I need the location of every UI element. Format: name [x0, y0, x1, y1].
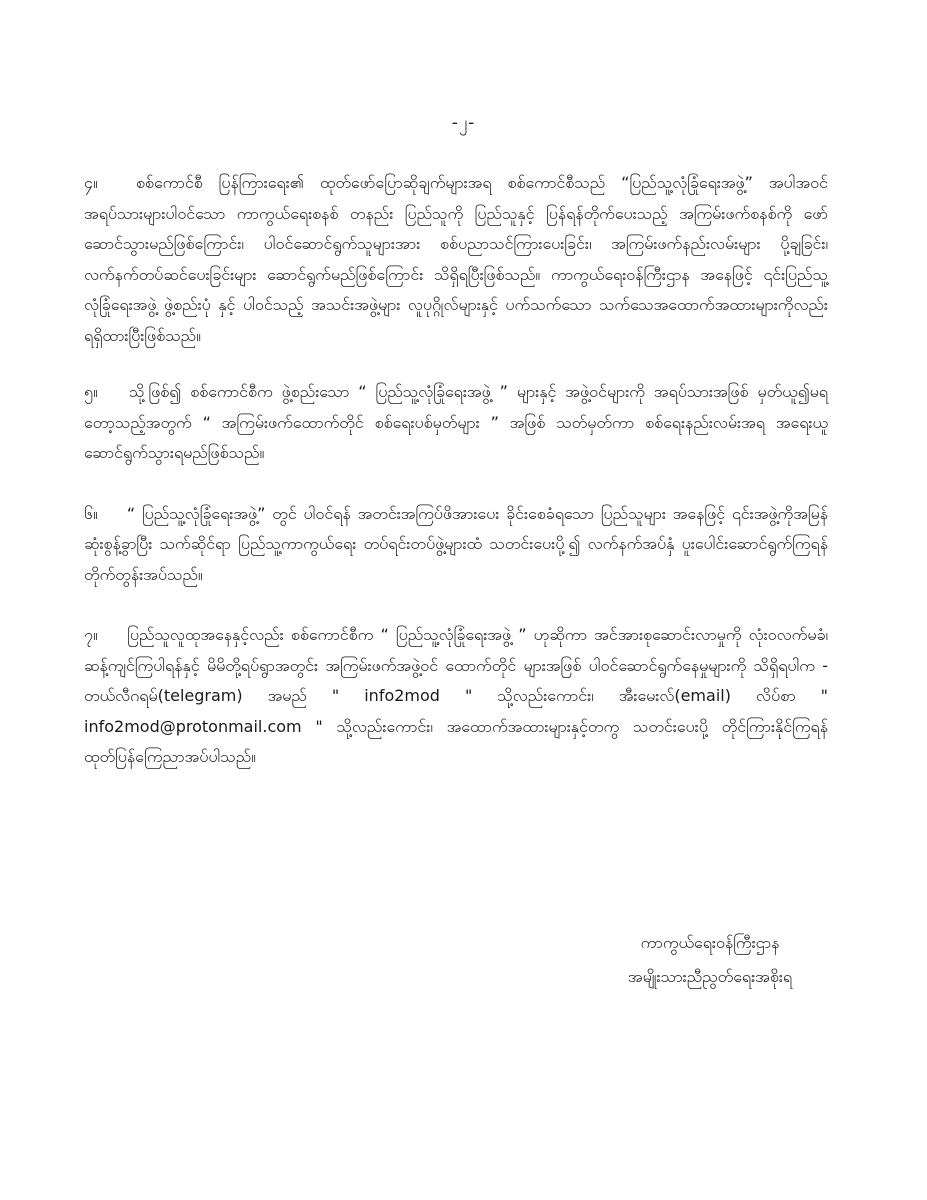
- paragraph-text: စစ်ကောင်စီ ပြန်ကြားရေး၏ ထုတ်ဖော်ပြောဆိုချက်များအရ စစ်ကောင်စီသည် “ပြည်သူ့လုံခြုံရေးအဖွဲ့” အပါအဝင် အရပ်သားများပါဝင်သော ကာကွယ်ရေးစနစ် တနည်း ပြည်သူကို ပြည်သူနှင့် ပြန်ရန်တိုက်ပေးသည့် အကြမ်းဖက်စနစ်ကို ဖော်ဆောင်သွားမည်ဖြစ်ကြောင်း၊ ပါဝင်ဆောင်ရွက်သူများအား စစ်ပညာသင်ကြားပေးခြင်း၊ အကြမ်းဖက်နည်းလမ်းများ ပို့ချခြင်း၊ လက်နက်တပ်ဆင်ပေးခြင်းများ ဆောင်ရွက်မည်ဖြစ်ကြောင်း သိရှိရပြီးဖြစ်သည်။ ကာကွယ်ရေးဝန်ကြီးဌာန အနေဖြင့် ၎င်းပြည်သူ့လုံခြုံရေးအဖွဲ့ ဖွဲ့စည်းပုံ နှင့် ပါဝင်သည့် အသင်းအဖွဲ့များ လူပုဂ္ဂိုလ်များနှင့် ပက်သက်သော သက်သေအထောက်အထားများကိုလည်း ရရှိထားပြီးဖြစ်သည်။: [84, 173, 828, 345]
- signature-government: အမျိုးသားညီညွတ်ရေးအစိုးရ: [627, 967, 793, 986]
- signature-ministry: ကာကွယ်ရေးဝန်ကြီးဌာန: [640, 933, 780, 952]
- signature-block: [560, 926, 860, 994]
- paragraph-4: [84, 168, 828, 351]
- paragraph-5: [84, 377, 828, 469]
- paragraph-text: သို့ဖြစ်၍ စစ်ကောင်စီက ဖွဲ့စည်းသော “ ပြည်သူ့လုံခြုံရေးအဖွဲ့ ” များနှင့် အဖွဲ့ဝင်များကို အရပ်သားအဖြစ် မှတ်ယူ၍မရတော့သည့်အတွက် “ အကြမ်းဖက်ထောက်တိုင် စစ်ရေးပစ်မှတ်များ ” အဖြစ် သတ်မှတ်ကာ စစ်ရေးနည်းလမ်းအရ အရေးယူ ဆောင်ရွက်သွားရမည်ဖြစ်သည်။: [84, 382, 828, 462]
- page-number: -၂-: [451, 113, 476, 133]
- paragraph-number: ၇။: [84, 625, 98, 644]
- paragraph-6: [84, 499, 828, 591]
- paragraph-number: ၄။: [84, 173, 98, 192]
- paragraph-7: [84, 620, 828, 773]
- document-body: [84, 168, 828, 797]
- paragraph-number: ၆။: [84, 503, 98, 523]
- paragraph-text: “ ပြည်သူ့လုံခြုံရေးအဖွဲ့” တွင် ပါဝင်ရန် အတင်းအကြပ်ဖိအားပေး ခိုင်းစေခံရသော ပြည်သူများ အနေဖြင့် ၎င်းအဖွဲ့ကိုအမြန်ဆုံးစွန့်ခွာပြီး သက်ဆိုင်ရာ ပြည်သူ့ကာကွယ်ရေး တပ်ရင်းတပ်ဖွဲ့များထံ သတင်းပေးပို့၍ လက်နက်အပ်နှံ ပူးပေါင်းဆောင်ရွက်ကြရန် တိုက်တွန်းအပ်သည်။: [84, 503, 828, 584]
- paragraph-text: ပြည်သူလူထုအနေနှင့်လည်း စစ်ကောင်စီက “ ပြည်သူ့လုံခြုံရေးအဖွဲ့ ” ဟုဆိုကာ အင်အားစုဆောင်းလာမှုကို လုံးဝလက်မခံ၊ ဆန့်ကျင်ကြပါရန်နှင့် မိမိတို့ရပ်ရွာအတွင်း အကြမ်းဖက်အဖွဲ့ဝင် ထောက်တိုင် များအဖြစ် ပါဝင်ဆောင်ရွက်နေမှုများကို သိရှိရပါက - တယ်လီဂရမ်(telegram) အမည် " info2mod " သို့လည်းကောင်း၊ အီးမေးလ်(email) လိပ်စာ " info2mod@protonmail.com " သို့လည်းကောင်း၊ အထောက်အထားများနှင့်တကွ သတင်းပေးပို့ တိုင်ကြားနိုင်ကြရန် ထုတ်ပြန်ကြေညာအပ်ပါသည်။: [84, 625, 828, 766]
- paragraph-number: ၅။: [84, 382, 98, 401]
